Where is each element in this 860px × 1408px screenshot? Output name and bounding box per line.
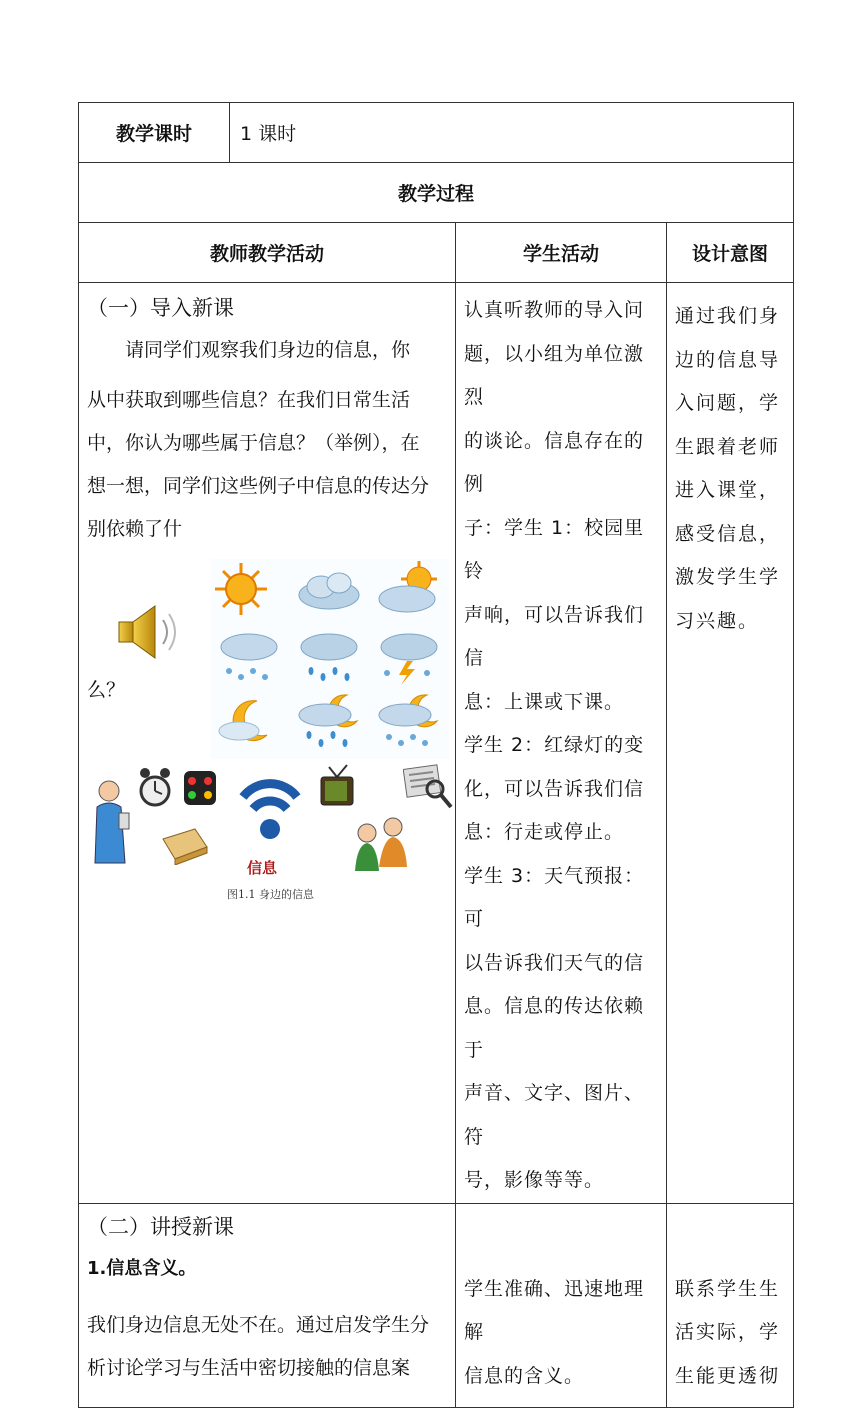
night-cloudy-icon bbox=[211, 691, 289, 753]
student-line: 学生 2：红绿灯的变 bbox=[464, 734, 645, 756]
night-snow-icon bbox=[371, 691, 449, 753]
design-line: 边的信息导 bbox=[675, 348, 781, 371]
student-new-lesson-cell bbox=[456, 1203, 667, 1407]
sun-icon bbox=[211, 559, 289, 621]
intro-paragraph-2c: 想一想，同学们这些例子中信息的传达分 bbox=[87, 475, 430, 497]
figure-caption: 图1.1 身边的信息 bbox=[227, 888, 314, 901]
speaker-icon bbox=[113, 598, 183, 668]
intro-paragraph-2d: 别依赖了什 bbox=[87, 518, 183, 540]
new-lesson-paragraph-2: 析讨论学习与生活中密切接触的信息案 bbox=[87, 1356, 411, 1379]
daily-information-montage bbox=[87, 763, 457, 901]
student-line: 号，影像等等。 bbox=[464, 1169, 605, 1191]
design-line: 通过我们身 bbox=[675, 305, 781, 327]
new-lesson-paragraph-1: 我们身边信息无处不在。通过启发学生分 bbox=[87, 1313, 430, 1336]
teacher-new-lesson-cell bbox=[79, 1203, 456, 1407]
lesson-hours-value: 1 课时 bbox=[230, 103, 794, 163]
intro-paragraph-3: 么？ bbox=[87, 679, 126, 701]
info-sign-label: 信息 bbox=[247, 859, 278, 877]
design-intent-cell bbox=[667, 283, 794, 1204]
lesson-hours-label: 教学课时 bbox=[79, 103, 230, 163]
design-line: 入问题，学 bbox=[675, 392, 781, 414]
rain-icon bbox=[291, 625, 369, 687]
person-icon bbox=[87, 773, 135, 873]
student-line: 化，可以告诉我们信 bbox=[464, 777, 645, 800]
student-line: 信息的含义。 bbox=[464, 1364, 585, 1387]
student-line: 的谈论。信息存在的例 bbox=[464, 429, 645, 495]
student-line: 子：学生 1：校园里铃 bbox=[464, 516, 645, 582]
lesson-plan-table bbox=[78, 102, 793, 1408]
teacher-activity-header: 教师教学活动 bbox=[79, 223, 456, 283]
teacher-activity-cell bbox=[79, 283, 456, 1204]
children-group-icon bbox=[349, 815, 415, 875]
intro-paragraph-2b: 中，你认为哪些属于信息？（举例），在 bbox=[87, 432, 420, 454]
information-illustration bbox=[87, 553, 447, 901]
student-activity-header: 学生活动 bbox=[456, 223, 667, 283]
student-activity-cell bbox=[456, 283, 667, 1204]
alarm-clock-icon bbox=[137, 763, 173, 813]
design-intent-header: 设计意图 bbox=[667, 223, 794, 283]
section-heading-new-lesson: （二）讲授新课 bbox=[87, 1214, 234, 1239]
traffic-light-icon bbox=[183, 769, 217, 809]
television-icon bbox=[319, 763, 355, 813]
design-line: 联系学生生 bbox=[675, 1277, 781, 1300]
design-line: 生能更透彻 bbox=[675, 1364, 781, 1387]
student-line: 以告诉我们天气的信 bbox=[464, 951, 645, 974]
student-line: 息：行走或停止。 bbox=[464, 821, 625, 843]
design-line: 激发学生学 bbox=[675, 566, 781, 588]
student-line: 声音、文字、图片、符 bbox=[464, 1082, 645, 1148]
wifi-signal-icon bbox=[237, 763, 303, 847]
light-snow-icon bbox=[211, 625, 289, 687]
partly-cloudy-icon bbox=[371, 559, 449, 621]
section-heading-intro: （一）导入新课 bbox=[87, 296, 234, 320]
cloudy-icon bbox=[291, 559, 369, 621]
student-line: 息。信息的传达依赖于 bbox=[464, 995, 645, 1061]
newspaper-magnifier-icon bbox=[403, 763, 455, 811]
design-line: 进入课堂， bbox=[675, 479, 781, 501]
weather-forecast-image bbox=[211, 559, 449, 759]
student-line: 认真听教师的导入问 bbox=[464, 299, 645, 321]
design-line: 活实际，学 bbox=[675, 1321, 781, 1343]
student-line: 学生准确、迅速地理解 bbox=[464, 1277, 645, 1343]
intro-paragraph-2a: 从中获取到哪些信息？在我们日常生活 bbox=[87, 389, 411, 411]
design-line: 习兴趣。 bbox=[675, 609, 760, 632]
night-rain-icon bbox=[291, 691, 369, 753]
topic-information-meaning: 1.信息含义。 bbox=[87, 1257, 197, 1279]
student-line: 声响，可以告诉我们信 bbox=[464, 603, 645, 669]
student-line: 学生 3：天气预报：可 bbox=[464, 864, 645, 930]
design-new-lesson-cell bbox=[667, 1203, 794, 1407]
book-icon bbox=[159, 825, 211, 865]
intro-paragraph-1: 请同学们观察我们身边的信息，你 bbox=[125, 339, 411, 361]
design-line: 感受信息， bbox=[675, 522, 781, 545]
thunderstorm-icon bbox=[371, 625, 449, 687]
design-line: 生跟着老师 bbox=[675, 435, 781, 458]
student-line: 题，以小组为单位激烈 bbox=[464, 342, 645, 408]
student-line: 息：上课或下课。 bbox=[464, 690, 625, 713]
teaching-process-title: 教学过程 bbox=[79, 163, 794, 223]
